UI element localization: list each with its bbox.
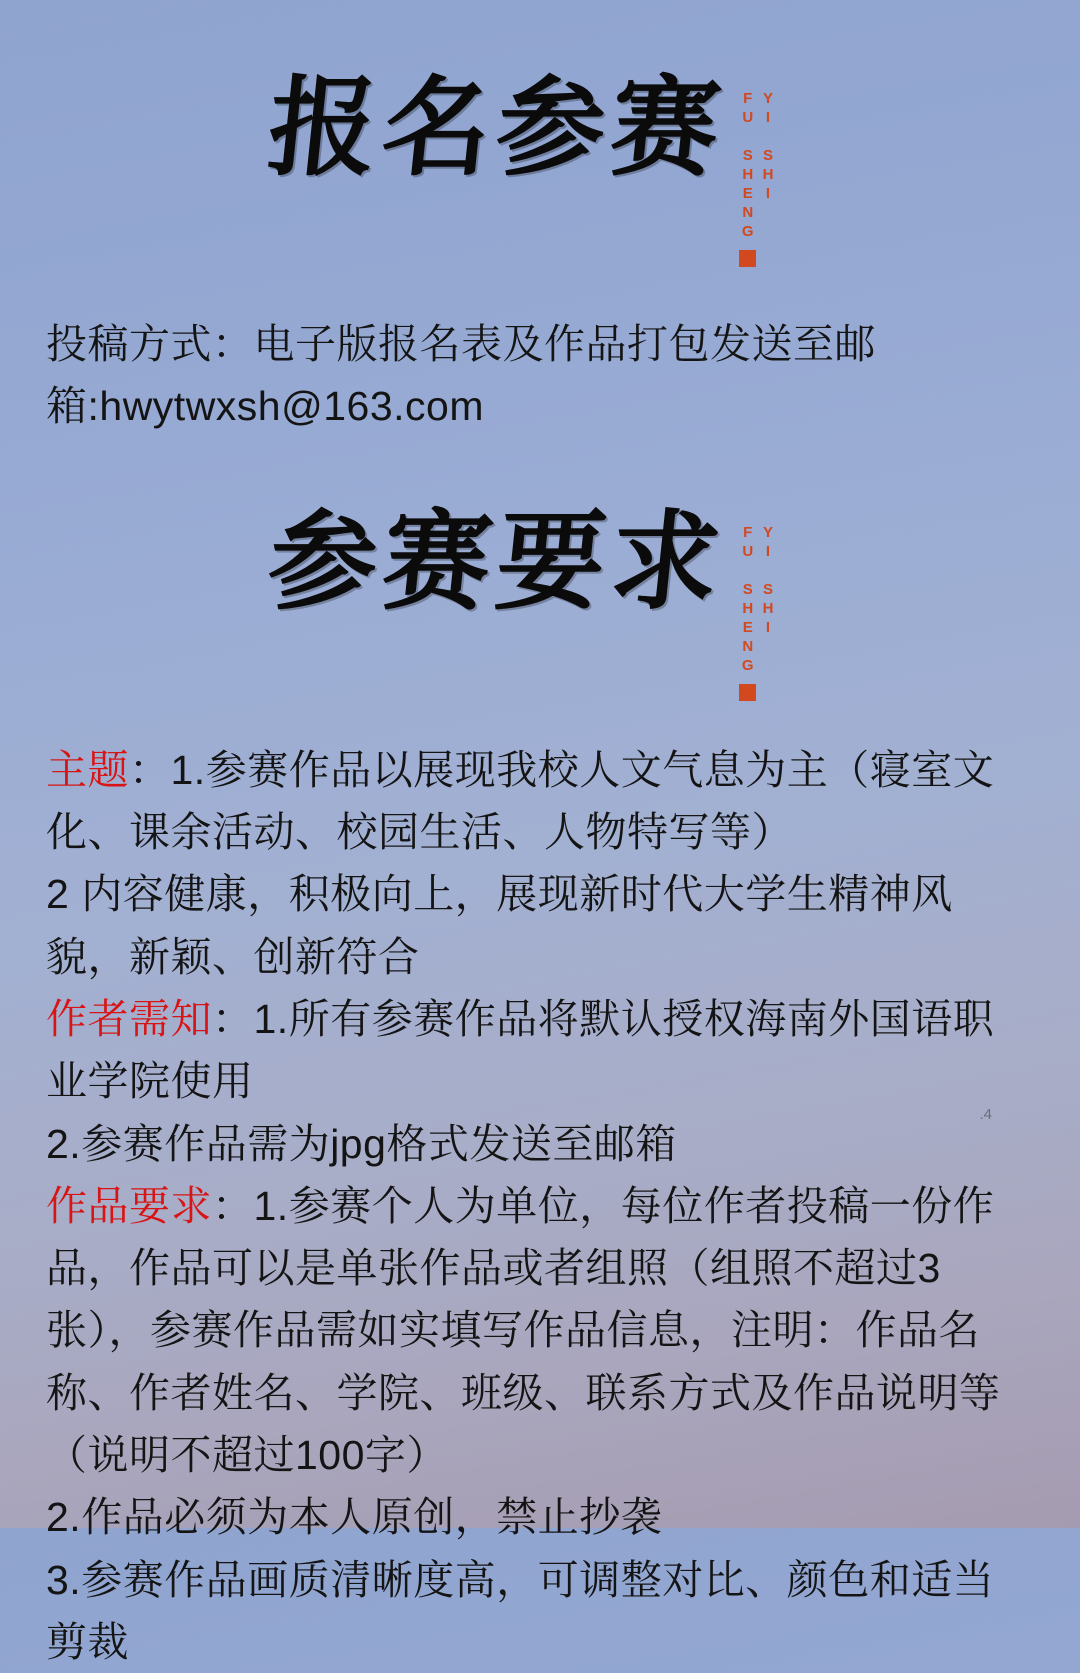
section-heading-signup xyxy=(40,0,1040,267)
requirement-line xyxy=(46,1113,1034,1175)
requirements-list xyxy=(40,739,1040,1673)
requirement-label: 主题 xyxy=(46,746,129,793)
requirement-line xyxy=(46,1549,1034,1673)
submission-method-text: 投稿方式：电子版报名表及作品打包发送至邮箱:hwytwxsh@163.com xyxy=(46,321,876,430)
requirement-line xyxy=(46,739,1034,864)
accent-square-icon xyxy=(739,250,756,267)
requirement-label: 作者需知 xyxy=(46,995,212,1042)
watermark-text: .4 xyxy=(979,1106,992,1123)
pinyin-top-signup: FU SHENG xyxy=(739,90,757,242)
pinyin-bottom-signup: YI SHI xyxy=(759,90,777,204)
requirement-label: 作品要求 xyxy=(46,1182,212,1229)
requirement-text: 3.参赛作品画质清晰度高，可调整对比、颜色和适当剪裁 xyxy=(46,1556,995,1665)
requirement-line xyxy=(46,1486,1034,1548)
requirement-text: ：1.参赛个人为单位，每位作者投稿一份作品，作品可以是单张作品或者组照（组照不超过3张），参赛作品需如实填写作品信息，注明：作品名称、作者姓名、学院、班级、联系方式及作品说明等（说明不超过100字） xyxy=(46,1182,1001,1479)
pinyin-top-requirements: FU SHENG xyxy=(739,523,757,676)
pinyin-bottom-requirements: YI SHI xyxy=(759,523,777,638)
requirement-text: 2 内容健康，积极向上，展现新时代大学生精神风貌，新颖、创新符合 xyxy=(46,871,953,980)
section-heading-requirements xyxy=(40,438,1040,701)
requirement-text: 2.参赛作品需为jpg格式发送至邮箱 xyxy=(46,1120,677,1167)
requirement-text: ：1.所有参赛作品将默认授权海南外国语职业学院使用 xyxy=(46,995,995,1105)
requirement-text: ：1.参赛作品以展现我校人文气息为主（寝室文化、课余活动、校园生活、人物特写等） xyxy=(46,746,995,855)
submission-info-block xyxy=(40,313,1040,438)
requirement-line xyxy=(46,863,1034,988)
pinyin-decoration-requirements xyxy=(739,524,811,701)
requirement-text: 2.作品必须为本人原创，禁止抄袭 xyxy=(46,1494,663,1541)
accent-square-icon xyxy=(739,684,756,701)
pinyin-decoration-signup xyxy=(739,90,811,267)
section-title-signup: 报名参赛 xyxy=(262,65,732,191)
section-title-requirements: 参赛要求 xyxy=(262,498,732,625)
requirement-line xyxy=(46,1175,1034,1487)
requirement-line xyxy=(46,988,1034,1113)
